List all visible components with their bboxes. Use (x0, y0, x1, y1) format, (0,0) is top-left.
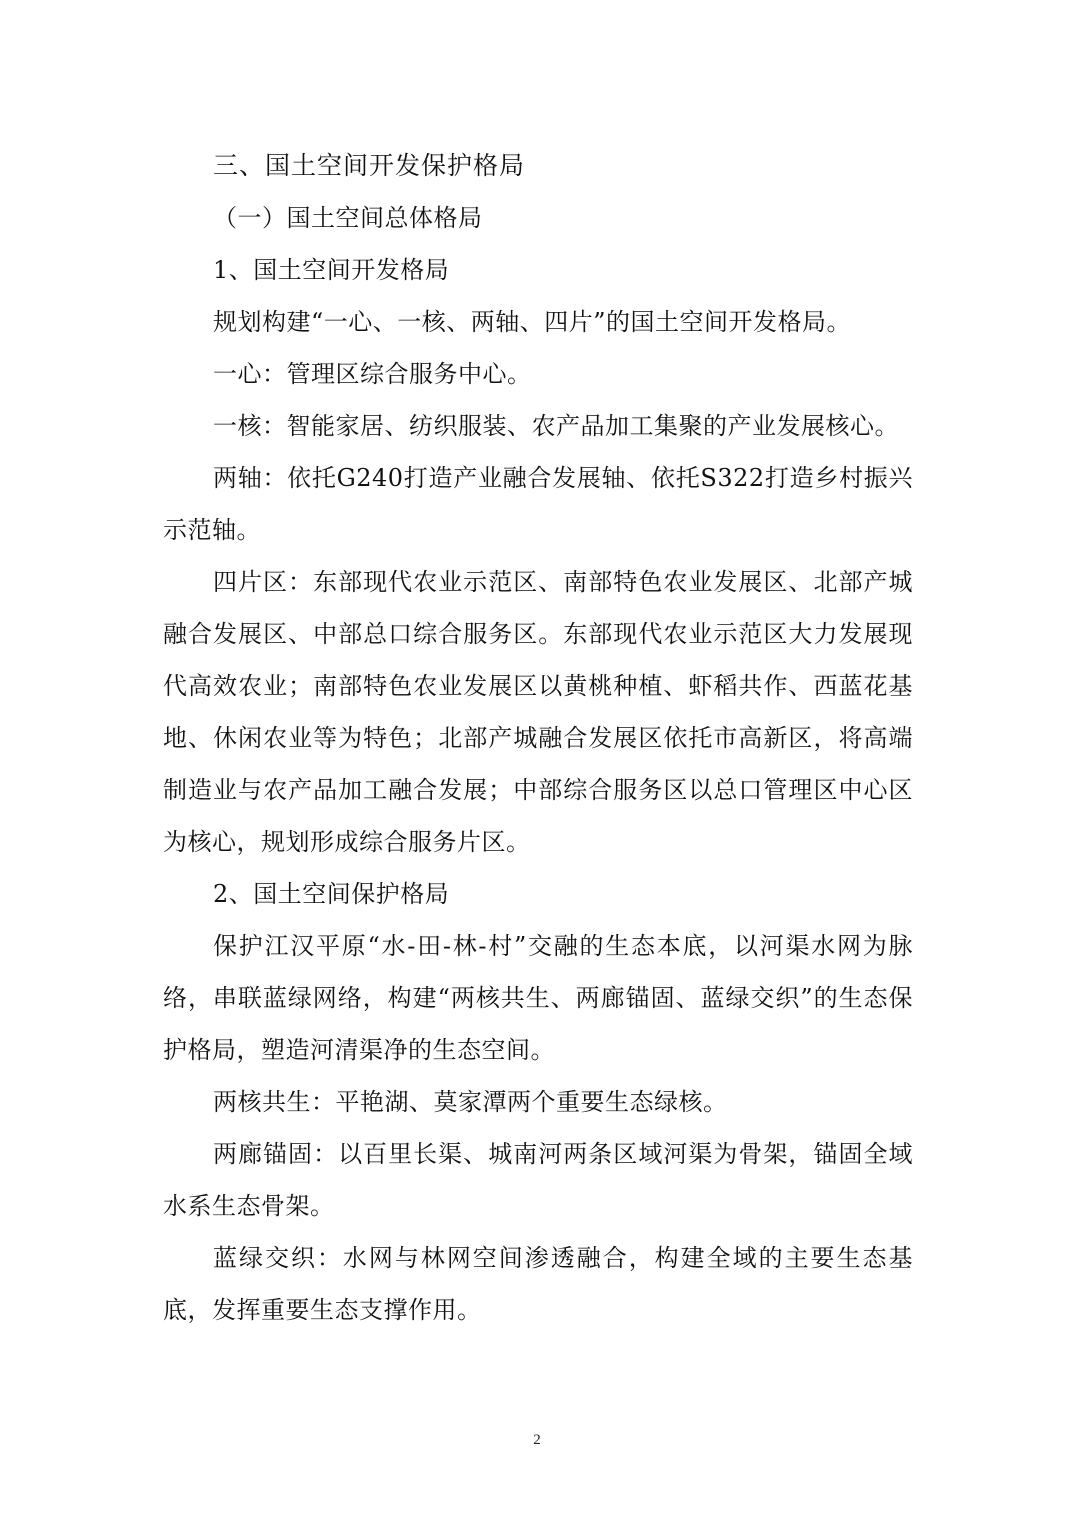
section-1-title: 1、国土空间开发格局 (213, 256, 450, 284)
paragraph-protection-pattern: 保护江汉平原“水-田-林-村”交融的生态本底，以河渠水网为脉络，串联蓝绿网络，构建“两核共生、两廊锚固、蓝绿交织”的生态保护格局，塑造河清渠净的生态空间。 (163, 932, 913, 1064)
paragraph-four-zones: 四片区：东部现代农业示范区、南部特色农业发展区、北部产城融合发展区、中部总口综合服务区。东部现代农业示范区大力发展现代高效农业；南部特色农业发展区以黄桃种植、虾稻共作、西蓝花基地、休闲农业等为特色；北部产城融合发展区依托市高新区，将高端制造业与农产品加工融合发展；中部综合服务区以总口管理区中心区为核心，规划形成综合服务片区。 (163, 568, 913, 856)
paragraph-two-cores: 两核共生：平艳湖、莫家潭两个重要生态绿核。 (213, 1088, 728, 1116)
document-body (163, 140, 913, 1336)
page-number: 2 (533, 1432, 541, 1448)
paragraph-two-axes: 两轴：依托G240打造产业融合发展轴、依托S322打造乡村振兴示范轴。 (163, 464, 913, 544)
paragraph-development-pattern: 规划构建“一心、一核、两轴、四片”的国土空间开发格局。 (213, 308, 852, 336)
subsection-heading: （一）国土空间总体格局 (213, 204, 483, 232)
section-2-title: 2、国土空间保护格局 (213, 880, 450, 908)
section-heading: 三、国土空间开发保护格局 (213, 151, 526, 180)
paragraph-blue-green: 蓝绿交织：水网与林网空间渗透融合，构建全域的主要生态基底，发挥重要生态支撑作用。 (163, 1244, 913, 1324)
paragraph-one-center: 一心：管理区综合服务中心。 (213, 360, 532, 388)
paragraph-one-core: 一核：智能家居、纺织服装、农产品加工集聚的产业发展核心。 (213, 412, 899, 440)
paragraph-two-corridors: 两廊锚固：以百里长渠、城南河两条区域河渠为骨架，锚固全域水系生态骨架。 (163, 1140, 913, 1220)
